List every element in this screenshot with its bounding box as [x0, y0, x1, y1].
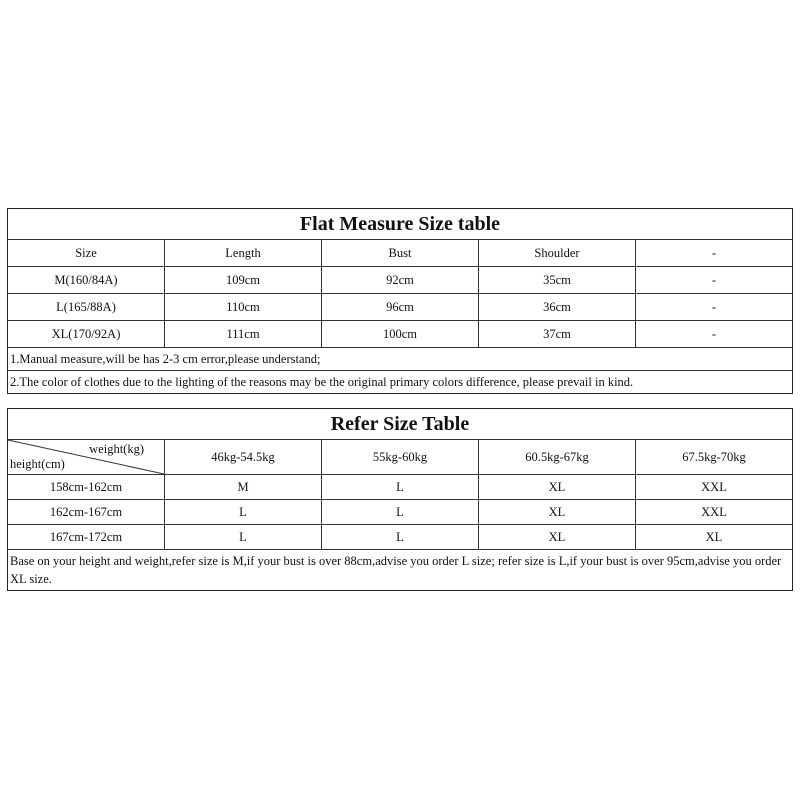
header-weight-3: 60.5kg-67kg — [479, 440, 636, 474]
cell-size: L — [165, 500, 322, 524]
cell-height: 162cm-167cm — [8, 500, 165, 524]
table-row — [8, 500, 792, 525]
cell-size: XXL — [701, 479, 727, 494]
header-weight-1: 46kg-54.5kg — [165, 440, 322, 474]
corner-height-label: height(cm) — [10, 457, 65, 471]
flat-note-1: 1.Manual measure,will be has 2-3 cm error,please understand; — [8, 348, 792, 371]
cell-shoulder: 37cm — [479, 321, 636, 347]
flat-header-row — [8, 240, 792, 267]
cell-size: L — [322, 500, 479, 524]
header-weight-4: 67.5kg-70kg — [682, 449, 746, 464]
cell-extra: - — [711, 326, 717, 341]
cell-bust: 100cm — [322, 321, 479, 347]
flat-measure-size-table — [7, 208, 793, 394]
cell-size: M(160/84A) — [8, 267, 165, 293]
refer-table-title: Refer Size Table — [8, 409, 792, 440]
corner-cell — [8, 440, 165, 474]
cell-bust: 96cm — [322, 294, 479, 320]
cell-extra: - — [711, 299, 717, 314]
cell-bust: 92cm — [322, 267, 479, 293]
header-extra: - — [711, 245, 717, 260]
flat-note-2: 2.The color of clothes due to the lighting of the reasons may be the original primary colors difference, please prevail in kind. — [10, 375, 634, 389]
flat-table-title: Flat Measure Size table — [8, 209, 792, 240]
cell-size: XL — [479, 500, 636, 524]
refer-header-row — [8, 440, 792, 475]
cell-size: L — [322, 475, 479, 499]
table-row — [8, 321, 792, 348]
header-size: Size — [8, 240, 165, 266]
cell-length: 111cm — [165, 321, 322, 347]
cell-height: 167cm-172cm — [8, 525, 165, 549]
table-row — [8, 267, 792, 294]
table-row — [8, 294, 792, 321]
table-row — [8, 525, 792, 550]
cell-size: XL — [479, 525, 636, 549]
refer-size-table — [7, 408, 793, 591]
cell-size: XL — [479, 475, 636, 499]
cell-size: XL — [705, 529, 723, 544]
cell-size: L — [165, 525, 322, 549]
cell-shoulder: 36cm — [479, 294, 636, 320]
cell-size: XXL — [701, 504, 727, 519]
header-shoulder: Shoulder — [479, 240, 636, 266]
cell-height: 158cm-162cm — [8, 475, 165, 499]
corner-weight-label: weight(kg) — [89, 442, 144, 456]
table-row — [8, 475, 792, 500]
header-bust: Bust — [322, 240, 479, 266]
refer-note: Base on your height and weight,refer size is M,if your bust is over 88cm,advise you order L size; refer size is L,if your bust is over 95cm,advise you order XL size. — [10, 554, 782, 586]
cell-shoulder: 35cm — [479, 267, 636, 293]
cell-size: L(165/88A) — [8, 294, 165, 320]
cell-extra: - — [711, 272, 717, 287]
cell-size: L — [322, 525, 479, 549]
header-weight-2: 55kg-60kg — [322, 440, 479, 474]
header-length: Length — [165, 240, 322, 266]
cell-size: XL(170/92A) — [8, 321, 165, 347]
cell-size: M — [165, 475, 322, 499]
cell-length: 109cm — [165, 267, 322, 293]
cell-length: 110cm — [165, 294, 322, 320]
